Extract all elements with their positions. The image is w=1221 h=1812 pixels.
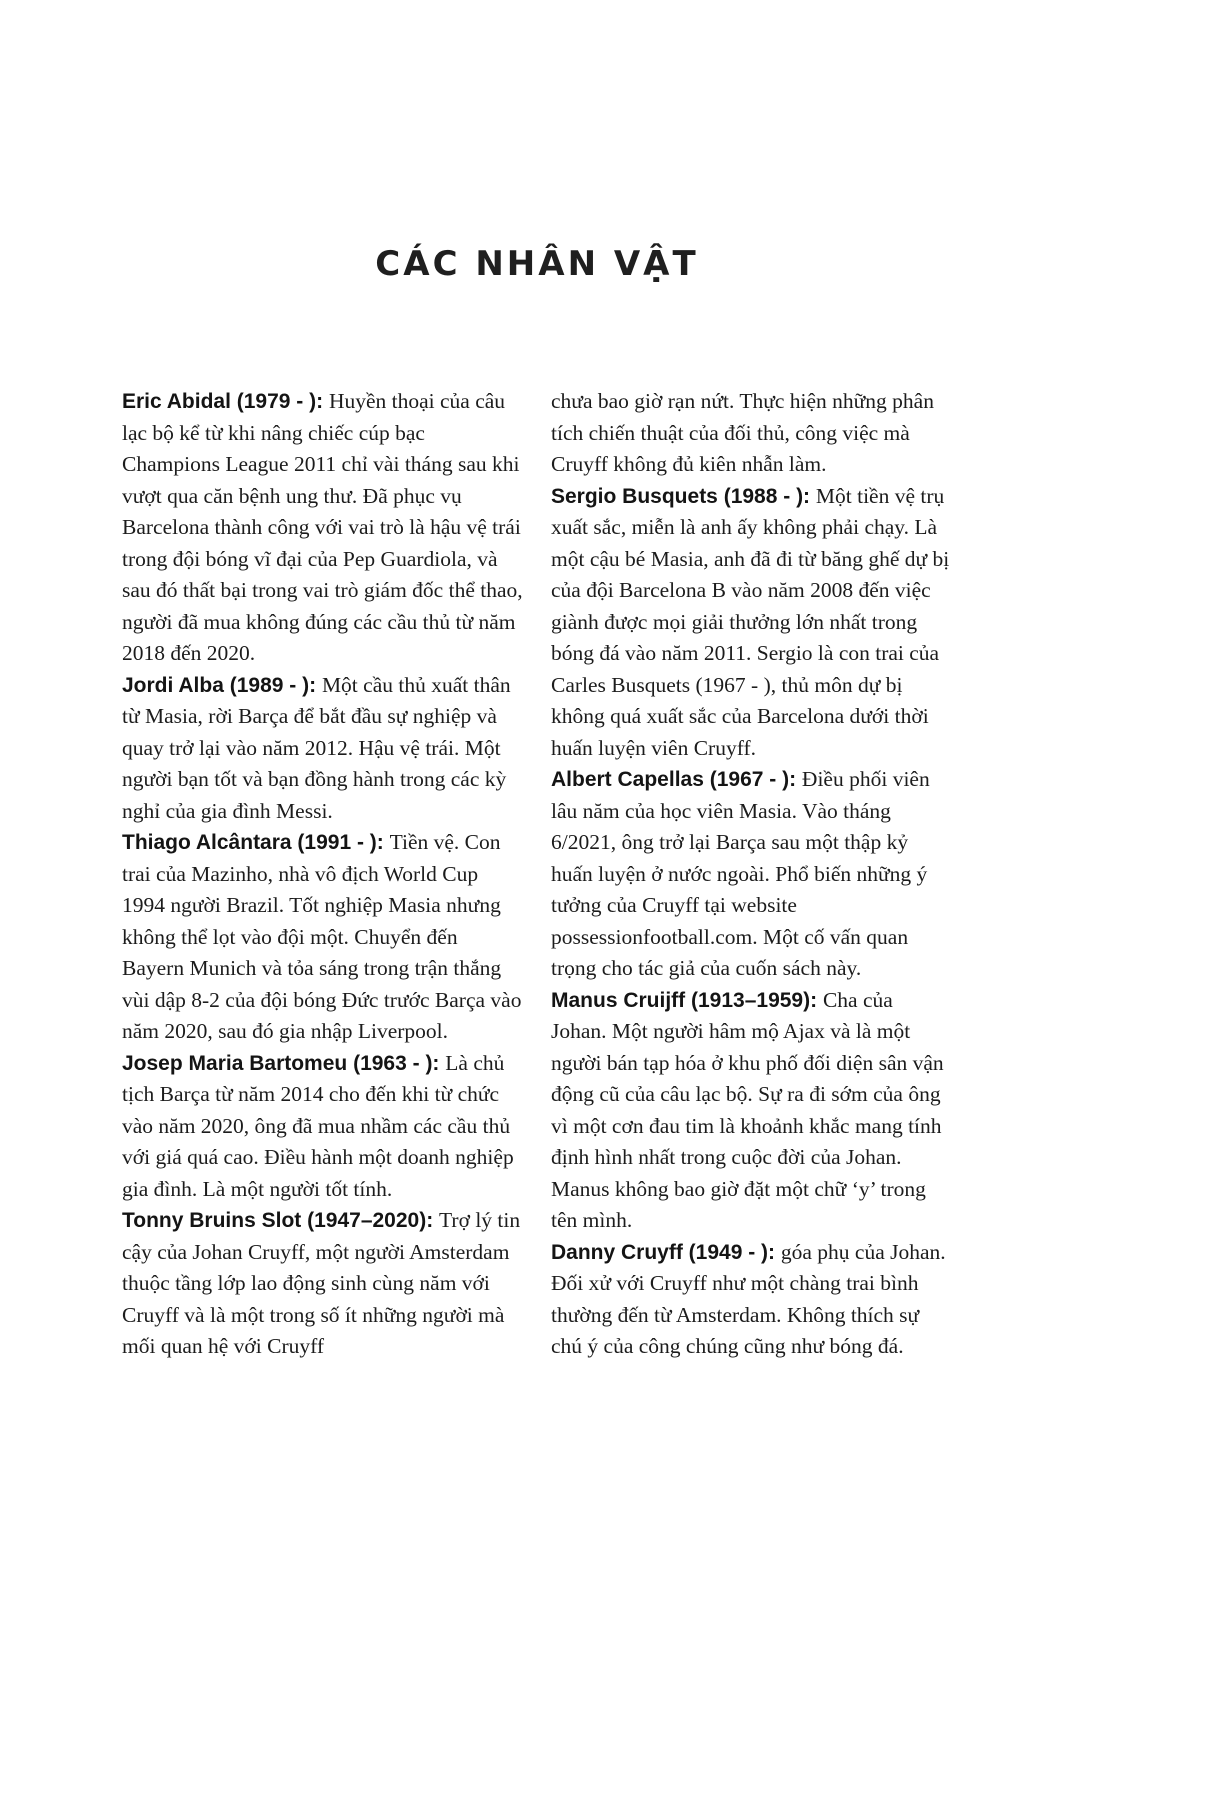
character-entry-thiago-alcantara (122, 827, 523, 1048)
entry-continuation-tonny-bruins-slot (551, 386, 952, 481)
character-entry-josep-maria-bartomeu (122, 1048, 523, 1206)
character-name: Thiago Alcântara (1991 - ): (122, 831, 390, 854)
character-description: chưa bao giờ rạn nứt. Thực hiện những phân tích chiến thuật của đối thủ, công việc mà Cruyff không đủ kiên nhẫn làm. (551, 389, 934, 476)
character-entry-tonny-bruins-slot (122, 1205, 523, 1363)
page-content (122, 244, 952, 1363)
right-column (551, 386, 952, 1363)
character-description: Trợ lý tin cậy của Johan Cruyff, một người Amsterdam thuộc tầng lớp lao động sinh cùng năm với Cruyff và là một trong số ít những người mà mối quan hệ với Cruyff (122, 1208, 521, 1358)
character-entry-danny-cruyff (551, 1237, 952, 1363)
left-column (122, 386, 523, 1363)
character-name: Jordi Alba (1989 - ): (122, 673, 322, 697)
character-entry-eric-abidal (122, 386, 523, 670)
character-description: Một tiền vệ trụ xuất sắc, miễn là anh ấy không phải chạy. Là một cậu bé Masia, anh đã đi từ băng ghế dự bị của đội Barcelona B vào năm 2008 đến việc giành được mọi giải thưởng lớn nhất trong bóng đá vào năm 2011. Sergio là con trai của Carles Busquets (1967 - ), thủ môn dự bị không quá xuất sắc của Barcelona dưới thời huấn luyện viên Cruyff. (551, 483, 950, 760)
character-name: Sergio Busquets (1988 - ): (551, 484, 816, 508)
character-description: Tiền vệ. Con trai của Mazinho, nhà vô địch World Cup 1994 người Brazil. Tốt nghiệp Masia nhưng không thể lọt vào đội một. Chuyển đến Bayern Munich và tỏa sáng trong trận thắng vùi dập 8-2 của đội bóng Đức trước Barça vào năm 2020, sau đó gia nhập Liverpool. (122, 830, 522, 1043)
character-name: Josep Maria Bartomeu (1963 - ): (122, 1051, 446, 1075)
character-entry-manus-cruijff (551, 985, 952, 1237)
character-entry-jordi-alba (122, 670, 523, 828)
character-description: Huyền thoại của câu lạc bộ kể từ khi nâng chiếc cúp bạc Champions League 2011 chỉ vài tháng sau khi vượt qua căn bệnh ung thư. Đã phục vụ Barcelona thành công với vai trò là hậu vệ trái trong đội bóng vĩ đại của Pep Guardiola, và sau đó thất bại trong vai trò giám đốc thể thao, người đã mua không đúng các cầu thủ từ năm 2018 đến 2020. (122, 389, 523, 665)
character-name: Danny Cruyff (1949 - ): (551, 1240, 781, 1264)
page-title: CÁC NHÂN VẬT (375, 244, 699, 284)
two-column-text (122, 386, 952, 1363)
character-description: Cha của Johan. Một người hâm mộ Ajax và là một người bán tạp hóa ở khu phố đối diện sân vận động cũ của câu lạc bộ. Sự ra đi sớm của ông vì một cơn đau tim là khoảnh khắc mang tính định hình nhất trong cuộc đời của Johan. Manus không bao giờ đặt một chữ ‘y’ trong tên mình. (551, 987, 944, 1232)
character-name: Albert Capellas (1967 - ): (551, 768, 802, 791)
character-description: góa phụ của Johan. Đối xử với Cruyff như một chàng trai bình thường đến từ Amsterdam. Không thích sự chú ý của công chúng cũng như bóng đá. (551, 1239, 946, 1358)
character-entry-sergio-busquets (551, 481, 952, 765)
character-name: Tonny Bruins Slot (1947–2020): (122, 1209, 440, 1232)
character-description: Điều phối viên lâu năm của học viên Masia. Vào tháng 6/2021, ông trở lại Barça sau một thập kỷ huấn luyện ở nước ngoài. Phổ biến những ý tưởng của Cruyff tại website possessionfootball.com. Một cố vấn quan trọng cho tác giả của cuốn sách này. (551, 767, 930, 980)
character-entry-albert-capellas (551, 764, 952, 985)
character-description: Là chủ tịch Barça từ năm 2014 cho đến khi từ chức vào năm 2020, ông đã mua nhầm các cầu thủ với giá quá cao. Điều hành một doanh nghiệp gia đình. Là một người tốt tính. (122, 1050, 514, 1201)
character-name: Manus Cruijff (1913–1959): (551, 988, 823, 1012)
character-name: Eric Abidal (1979 - ): (122, 390, 329, 413)
character-description: Một cầu thủ xuất thân từ Masia, rời Barça để bắt đầu sự nghiệp và quay trở lại vào năm 2012. Hậu vệ trái. Một người bạn tốt và bạn đồng hành trong các kỳ nghỉ của gia đình Messi. (122, 672, 511, 823)
